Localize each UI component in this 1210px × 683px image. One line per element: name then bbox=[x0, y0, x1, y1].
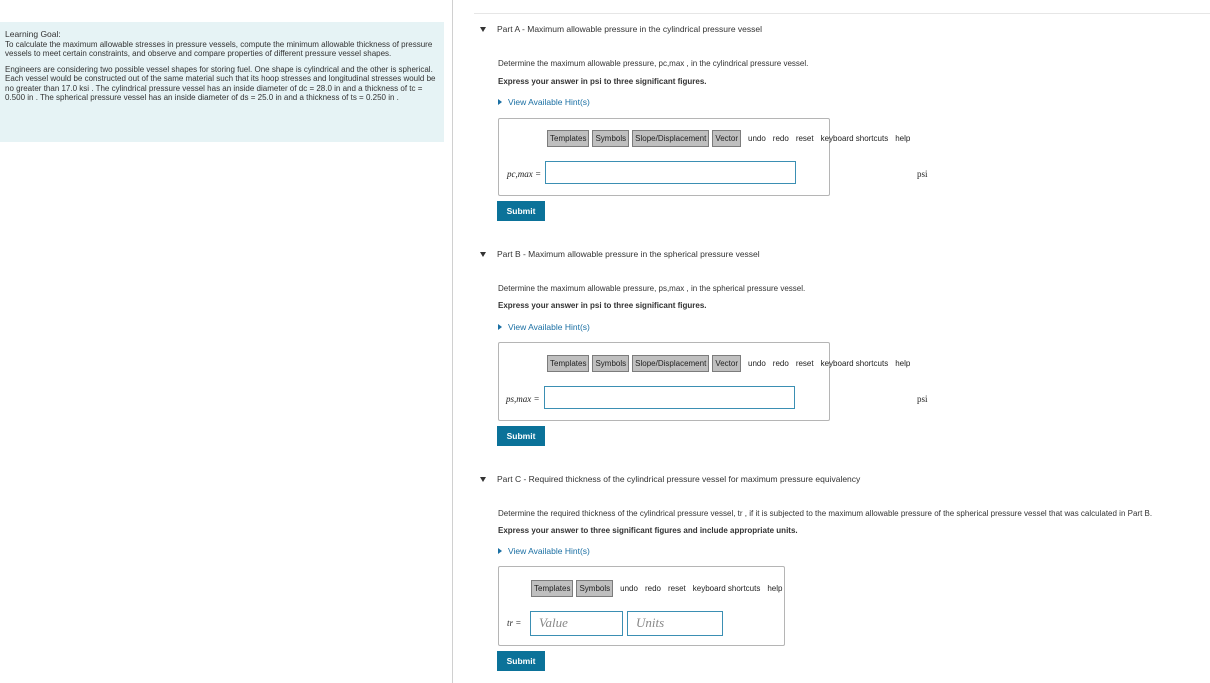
vector-button[interactable]: Vector bbox=[712, 130, 741, 147]
reset-button[interactable]: reset bbox=[795, 359, 814, 368]
part-c-instruction: Express your answer to three significant figures and include appropriate units. bbox=[498, 526, 798, 535]
problem-statement: Engineers are considering two possible vessel shapes for storing fuel. One shape is cylindrical and the other is spherical. Each vessel would be constructed out of the same material such that its hoop stresses and longitudinal stresses would be no greater than 17.0 ksi . The cylindrical pressure vessel has an inside diameter of dc = 28.0 in and a thickness of tc = 0.500 in . The spherical pressure vessel has an inside diameter of ds = 25.0 in and a thickness of ts = 0.250 in . bbox=[5, 64, 436, 102]
templates-button[interactable]: Templates bbox=[531, 580, 573, 597]
part-b-var-label: ps,max = bbox=[506, 394, 540, 404]
part-c-toolbar bbox=[531, 580, 782, 597]
part-c-header[interactable] bbox=[480, 474, 860, 484]
part-a-answer-input[interactable] bbox=[545, 161, 796, 184]
help-button[interactable]: help bbox=[895, 359, 911, 368]
part-b-answer-input[interactable] bbox=[544, 386, 795, 409]
part-a-title: Part A - Maximum allowable pressure in the cylindrical pressure vessel bbox=[497, 24, 763, 34]
collapse-icon bbox=[480, 252, 486, 257]
redo-button[interactable]: redo bbox=[772, 359, 789, 368]
part-c-units-input[interactable]: Units bbox=[627, 611, 723, 636]
part-a-instruction: Express your answer in psi to three significant figures. bbox=[498, 77, 707, 86]
part-a-toolbar bbox=[547, 130, 910, 147]
expand-icon bbox=[498, 99, 502, 105]
keyboard-shortcuts-button[interactable]: keyboard shortcuts bbox=[820, 359, 889, 368]
part-a-hint-link[interactable] bbox=[498, 97, 590, 107]
part-a-header[interactable] bbox=[480, 24, 762, 34]
hint-label: View Available Hint(s) bbox=[508, 97, 590, 107]
slope-button[interactable]: Slope/Displacement bbox=[632, 130, 709, 147]
part-c-hint-link[interactable] bbox=[498, 546, 590, 556]
redo-button[interactable]: redo bbox=[644, 584, 661, 593]
part-a-var-label: pc,max = bbox=[507, 169, 542, 179]
top-divider bbox=[474, 13, 1210, 14]
part-c-var-label: tr = bbox=[507, 618, 522, 628]
reset-button[interactable]: reset bbox=[667, 584, 686, 593]
help-button[interactable]: help bbox=[767, 584, 783, 593]
expand-icon bbox=[498, 324, 502, 330]
templates-button[interactable]: Templates bbox=[547, 355, 589, 372]
vector-button[interactable]: Vector bbox=[712, 355, 741, 372]
symbols-button[interactable]: Symbols bbox=[592, 130, 629, 147]
left-panel bbox=[0, 0, 453, 683]
part-b-unit: psi bbox=[917, 394, 928, 404]
part-c-question: Determine the required thickness of the cylindrical pressure vessel, tr , if it is subjected to the maximum allowable pressure of the spherical pressure vessel that was calculated in Part B. bbox=[498, 509, 1153, 518]
undo-button[interactable]: undo bbox=[748, 134, 766, 143]
collapse-icon bbox=[480, 477, 486, 482]
reset-button[interactable]: reset bbox=[795, 134, 814, 143]
keyboard-shortcuts-button[interactable]: keyboard shortcuts bbox=[692, 584, 761, 593]
collapse-icon bbox=[480, 27, 486, 32]
templates-button[interactable]: Templates bbox=[547, 130, 589, 147]
undo-button[interactable]: undo bbox=[620, 584, 638, 593]
undo-button[interactable]: undo bbox=[748, 359, 766, 368]
part-b-answer-box bbox=[498, 342, 830, 421]
redo-button[interactable]: redo bbox=[772, 134, 789, 143]
hint-label: View Available Hint(s) bbox=[508, 546, 590, 556]
part-a-unit: psi bbox=[917, 169, 928, 179]
part-b-question: Determine the maximum allowable pressure, ps,max , in the spherical pressure vessel. bbox=[498, 284, 806, 293]
symbols-button[interactable]: Symbols bbox=[592, 355, 629, 372]
hint-label: View Available Hint(s) bbox=[508, 322, 590, 332]
part-c-submit-button[interactable]: Submit bbox=[497, 651, 545, 671]
part-b-header[interactable] bbox=[480, 249, 760, 259]
part-b-hint-link[interactable] bbox=[498, 322, 590, 332]
symbols-button[interactable]: Symbols bbox=[576, 580, 613, 597]
part-b-submit-button[interactable]: Submit bbox=[497, 426, 545, 446]
part-c-title: Part C - Required thickness of the cylindrical pressure vessel for maximum pressure equivalency bbox=[497, 474, 861, 484]
help-button[interactable]: help bbox=[895, 134, 911, 143]
learning-goal-title: Learning Goal: bbox=[5, 29, 61, 39]
part-b-instruction: Express your answer in psi to three significant figures. bbox=[498, 301, 707, 310]
learning-goal-text: To calculate the maximum allowable stresses in pressure vessels, compute the minimum allowable thickness of pressure vessels to meet certain constraints, and observe and compare properties of different pressure vessel shapes. bbox=[5, 39, 433, 58]
part-c-value-input[interactable]: Value bbox=[530, 611, 623, 636]
expand-icon bbox=[498, 548, 502, 554]
part-b-title: Part B - Maximum allowable pressure in the spherical pressure vessel bbox=[497, 249, 760, 259]
slope-button[interactable]: Slope/Displacement bbox=[632, 355, 709, 372]
part-a-submit-button[interactable]: Submit bbox=[497, 201, 545, 221]
keyboard-shortcuts-button[interactable]: keyboard shortcuts bbox=[820, 134, 889, 143]
part-a-question: Determine the maximum allowable pressure, pc,max , in the cylindrical pressure vessel. bbox=[498, 59, 809, 68]
learning-goal-box bbox=[0, 22, 444, 142]
part-b-toolbar bbox=[547, 355, 910, 372]
